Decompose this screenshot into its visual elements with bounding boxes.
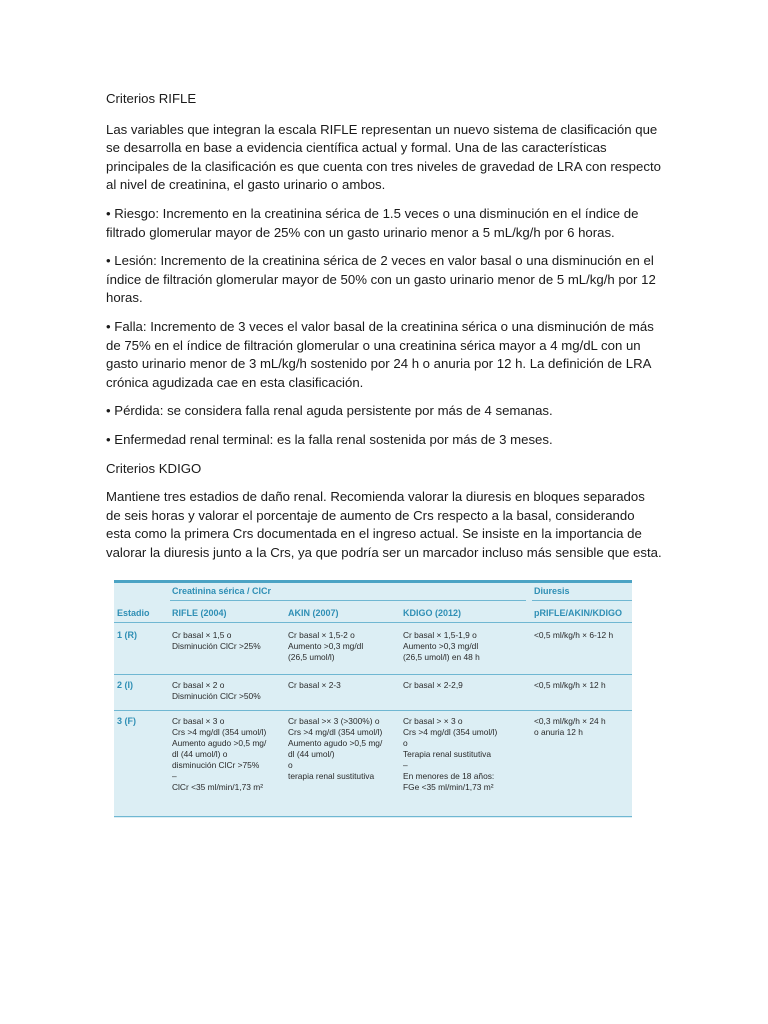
header-rule [114,622,632,623]
row-rule-2 [114,710,632,711]
bullet-lesion: • Lesión: Incremento de la creatinina sérica de 2 veces en valor basal o una disminución en el índice de filtración glomerular mayor de 50% con un gasto urinario menor de 5 mL/kg/h por 12 horas. [106,253,656,306]
group-rule-creatinine [170,600,526,601]
cell-rifle-3: Cr basal × 3 o Crs >4 mg/dl (354 umol/l) Aumento agudo >0,5 mg/ dl (44 umol/l) o disminución ClCr >75% – ClCr <35 ml/min/1,73 m² [172,716,267,792]
cell-akin-3: Cr basal >× 3 (>300%) o Crs >4 mg/dl (354 umol/l) Aumento agudo >0,5 mg/ dl (44 umol/) o terapia renal sustitutiva [288,716,383,781]
document-body [106,90,662,572]
cell-rifle-1: Cr basal × 1,5 o Disminución ClCr >25% [172,630,261,651]
col-header-rifle: RIFLE (2004) [172,608,227,618]
kdigo-paragraph: Mantiene tres estadios de daño renal. Recomienda valorar la diuresis en bloques separados de seis horas y valorar el porcentaje de aumento de Crs respecto a la basal, considerando esta como la primera Crs documentada en el ingreso actual. Se insiste en la importancia de valorar la diuresis junto a la Crs, ya que podría ser un marcador incluso más sensible que esta. [106,489,662,560]
cell-diuresis-1: <0,5 ml/kg/h × 6-12 h [534,630,614,640]
cell-kdigo-3: Cr basal > × 3 o Crs >4 mg/dl (354 umol/l) o Terapia renal sustitutiva – En menores de 18 años: FGe <35 ml/min/1,73 m² [403,716,498,792]
stage-label-3: 3 (F) [117,716,136,726]
bullet-perdida: • Pérdida: se considera falla renal aguda persistente por más de 4 semanas. [106,403,553,419]
group-header-creatinine: Creatinina sérica / ClCr [172,586,272,596]
heading-kdigo: Criterios KDIGO [106,460,202,476]
heading-rifle: Criterios RIFLE [106,91,197,106]
cell-akin-2: Cr basal × 2-3 [288,680,341,690]
group-rule-diuresis [532,600,632,601]
bullet-enfermedad-terminal: • Enfermedad renal terminal: es la falla renal sostenida por más de 3 meses. [106,431,553,447]
row-rule-1 [114,674,632,675]
cell-kdigo-2: Cr basal × 2-2,9 [403,680,463,690]
stage-label-2: 2 (I) [117,680,134,690]
cell-kdigo-1: Cr basal × 1,5-1,9 o Aumento >0,3 mg/dl (26,5 umol/l) en 48 h [403,630,480,662]
bullet-riesgo: • Riesgo: Incremento en la creatinina sérica de 1.5 veces o una disminución en el índice de filtrado glomerular mayor de 25% con un gasto urinario menor a 5 mL/kg/h por 6 horas. [106,205,639,240]
col-header-kdigo: KDIGO (2012) [403,608,462,618]
row-rule-3 [114,816,632,817]
criteria-table-image [114,580,632,818]
intro-paragraph: Las variables que integran la escala RIFLE representan un nuevo sistema de clasificación que se desarrolla en base a evidencia científica actual y formal. Una de las características principales de la clasificación es que cuenta con tres niveles de gravedad de LRA con respecto al nivel de creatinina, el gasto urinario o ambos. [106,121,661,193]
col-header-diuresis: pRIFLE/AKIN/KDIGO [534,608,622,618]
stage-label-1: 1 (R) [117,630,137,640]
table-top-rule [114,580,632,583]
col-header-akin: AKIN (2007) [288,608,339,618]
group-header-diuresis: Diuresis [534,586,570,596]
cell-rifle-2: Cr basal × 2 o Disminución ClCr >50% [172,680,261,701]
cell-akin-1: Cr basal × 1,5-2 o Aumento >0,3 mg/dl (26,5 umol/l) [288,630,364,662]
cell-diuresis-3: <0,3 ml/kg/h × 24 h o anuria 12 h [534,716,606,737]
bullet-falla: • Falla: Incremento de 3 veces el valor basal de la creatinina sérica o una disminución de más de 75% en el índice de filtración glomerular o una creatinina sérica mayor a 4 mg/dL con un gasto urinario menor de 3 mL/kg/h sostenido por 24 h o anuria por 12 h. La definición de LRA crónica agudizada cae en esta clasificación. [106,318,654,390]
cell-diuresis-2: <0,5 ml/kg/h × 12 h [534,680,606,690]
col-header-estadio: Estadio [117,608,150,618]
